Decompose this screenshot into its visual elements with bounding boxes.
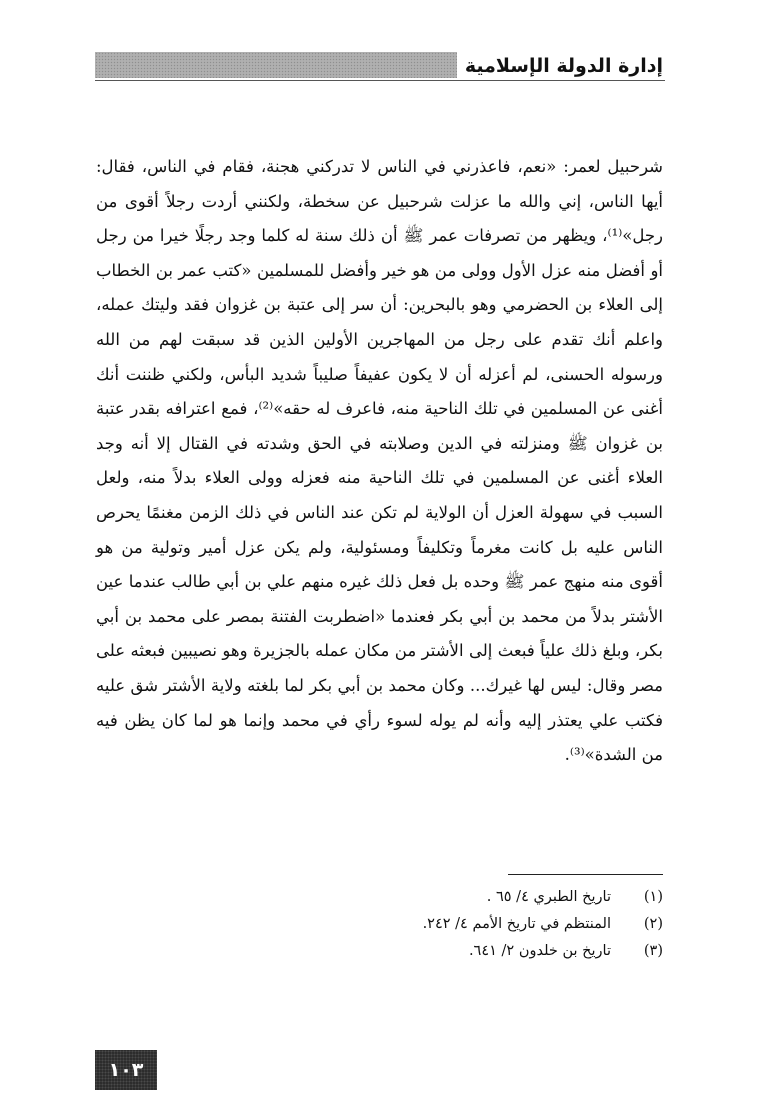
footnote-number: (١)	[643, 889, 663, 905]
footnote-text: المنتظم في تاريخ الأمم ٤/ ٢٤٢.	[422, 916, 611, 932]
main-text-block	[96, 150, 663, 773]
footnote-item	[96, 884, 663, 911]
header-divider	[95, 80, 665, 81]
header-decorative-band	[95, 52, 457, 78]
footnote-number: (٣)	[643, 943, 663, 959]
footnote-item	[96, 911, 663, 938]
page-number: ١٠٣	[108, 1059, 144, 1081]
footnote-divider	[508, 874, 663, 875]
footnotes-list	[96, 884, 663, 965]
page-number-badge	[95, 1050, 157, 1090]
body-paragraph: شرحبيل لعمر: «نعم، فاعذرني في الناس لا تدركني هجنة، فقام في الناس، فقال: أيها الناس، إني والله ما عزلت شرحبيل عن سخطة، ولكنني أردت رجلاً أقوى من رجل»⁽¹⁾، ويظهر من تصرفات عمر ﷺ أن ذلك سنة له كلما وجد رجلًا خيرا من رجل أو أفضل منه عزل الأول وولى من هو خير وأفضل للمسلمين «كتب عمر بن الخطاب إلى العلاء بن الحضرمي وهو بالبحرين: أن سر إلى عتبة بن غزوان فقد وليتك عمله، واعلم أنك تقدم على رجل من المهاجرين الأولين الذين قد سبقت لهم من الله ورسوله الحسنى، لم أعزله أن لا يكون عفيفاً صليباً شديد البأس، ولكني ظننت أنك أغنى عن المسلمين في تلك الناحية منه، فاعرف له حقه»⁽²⁾، فمع اعترافه بقدر عتبة بن غزوان ﷺ ومنزلته في الدين وصلابته في الحق وشدته في القتال إلا أنه وجد العلاء أغنى عن المسلمين في تلك الناحية منه فعزله وولى العلاء بدلاً منه، ولعل السبب في سهولة العزل أن الولاية لم تكن عند الناس في ذلك الزمن مغنمًا يحرص الناس عليه بل كانت مغرماً وتكليفاً ومسئولية، ولم يكن عزل أمير وتولية من هو أقوى منه منهج عمر ﷺ وحده بل فعل ذلك غيره منهم علي بن أبي طالب عندما عين الأشتر بدلاً من محمد بن أبي بكر فعندما «اضطربت الفتنة بمصر على محمد بن أبي بكر، وبلغ ذلك علياً فبعث إلى الأشتر من مكان عمله بالجزيرة وهو نصيبين فبعثه على مصر وقال: ليس لها غيرك... وكان محمد بن أبي بكر لما بلغته ولاية الأشتر شق عليه فكتب علي يعتذر إليه وأنه لم يوله لسوء رأي في محمد وإنما هو لما كان يظن فيه من الشدة»⁽³⁾.	[96, 157, 663, 765]
running-header-title: إدارة الدولة الإسلامية	[464, 55, 663, 77]
footnote-number: (٢)	[643, 916, 663, 932]
footnote-text: تاريخ بن خلدون ٢/ ٦٤١.	[468, 943, 611, 959]
footnote-item	[96, 938, 663, 965]
footnote-text: تاريخ الطبري ٤/ ٦٥ .	[486, 889, 611, 905]
